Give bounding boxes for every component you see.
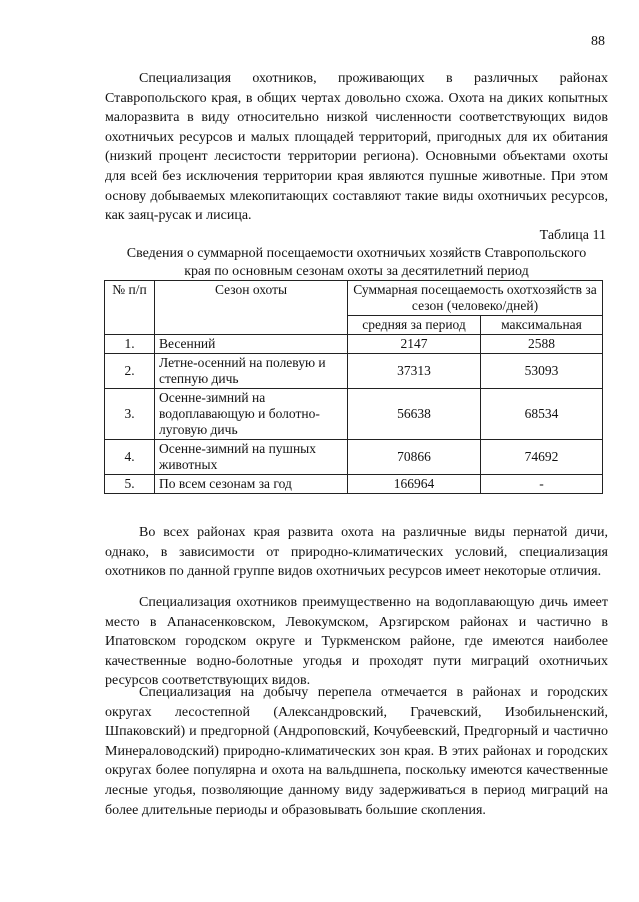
paragraph-waterfowl: Специализация охотников преимущественно на водоплавающую дичь имеет место в Апанасенковском, Левокумском, Арзгирском районах и частично в Ипатовском городском округе и Туркменском районе, где имеются наиболее качественные водно-болотные угодья и проходят пути миграций охотничьих ресурсов соответствующих видов. [105,595,608,689]
table-label: Таблица 11 [539,228,606,243]
header-num: № п/п [105,281,155,335]
row-avg: 70866 [348,440,481,475]
paragraph-quail: Специализация на добычу перепела отмечается в районах и городских округах лесостепной (Александровский, Грачевский, Изобильненский, Шпаковский) и предгорной (Андроповский, Кочубеевский, Предгорный и частично Минераловодский) природно-климатических зон края. В этих районах и городских округах более популярна и охота на вальдшнепа, поскольку имеются качественные лесные угодья, позволяющие данному виду задерживаться в период миграций на более длительные периоды и образовывать большие скопления. [105,685,608,818]
row-max: - [481,475,603,494]
row-season: Осенне-зимний на водоплавающую и болотно-луговую дичь [155,389,348,440]
table-row [105,440,603,475]
row-max: 2588 [481,335,603,354]
row-avg: 37313 [348,354,481,389]
row-max: 53093 [481,354,603,389]
row-avg: 2147 [348,335,481,354]
row-season: По всем сезонам за год [155,475,348,494]
table-title [105,245,608,281]
row-num: 2. [105,354,155,389]
header-season: Сезон охоты [155,281,348,335]
header-total: Суммарная посещаемость охотхозяйств за сезон (человеко/дней) [348,281,603,316]
table-title-line-2: края по основным сезонам охоты за десятилетний период [184,264,529,279]
row-max: 68534 [481,389,603,440]
header-avg: средняя за период [348,316,481,335]
table-row [105,335,603,354]
table-title-line-1: Сведения о суммарной посещаемости охотничьих хозяйств Ставропольского [126,246,587,261]
row-season: Весенний [155,335,348,354]
row-season: Летне-осенний на полевую и степную дичь [155,354,348,389]
table-row [105,389,603,440]
row-avg: 56638 [348,389,481,440]
table-row [105,354,603,389]
header-max: максимальная [481,316,603,335]
visits-table [104,280,603,494]
paragraph-birds: Во всех районах края развита охота на различные виды пернатой дичи, однако, в зависимости от природно-климатических условий, специализация охотников по данной группе видов охотничьих ресурсов имеет некоторые отличия. [105,525,608,580]
row-season: Осенне-зимний на пушных животных [155,440,348,475]
row-num: 3. [105,389,155,440]
page-number: 88 [591,34,605,49]
row-num: 4. [105,440,155,475]
paragraph-intro: Специализация охотников, проживающих в различных районах Ставропольского края, в общих чертах довольно схожа. Охота на диких копытных малоразвита в виду относительно низкой численности соответствующих видов охотничьих ресурсов и малых площадей территорий, пригодных для их обитания (низкий процент лесистости территории региона). Основными объектами охоты для всей без исключения территории края являются пушные животные. При этом основу добываемых млекопитающих составляют такие виды охотничьих ресурсов, как заяц-русак и лисица. [105,71,608,224]
table-row [105,475,603,494]
row-max: 74692 [481,440,603,475]
row-num: 1. [105,335,155,354]
table-header-row [105,281,603,316]
row-num: 5. [105,475,155,494]
row-avg: 166964 [348,475,481,494]
